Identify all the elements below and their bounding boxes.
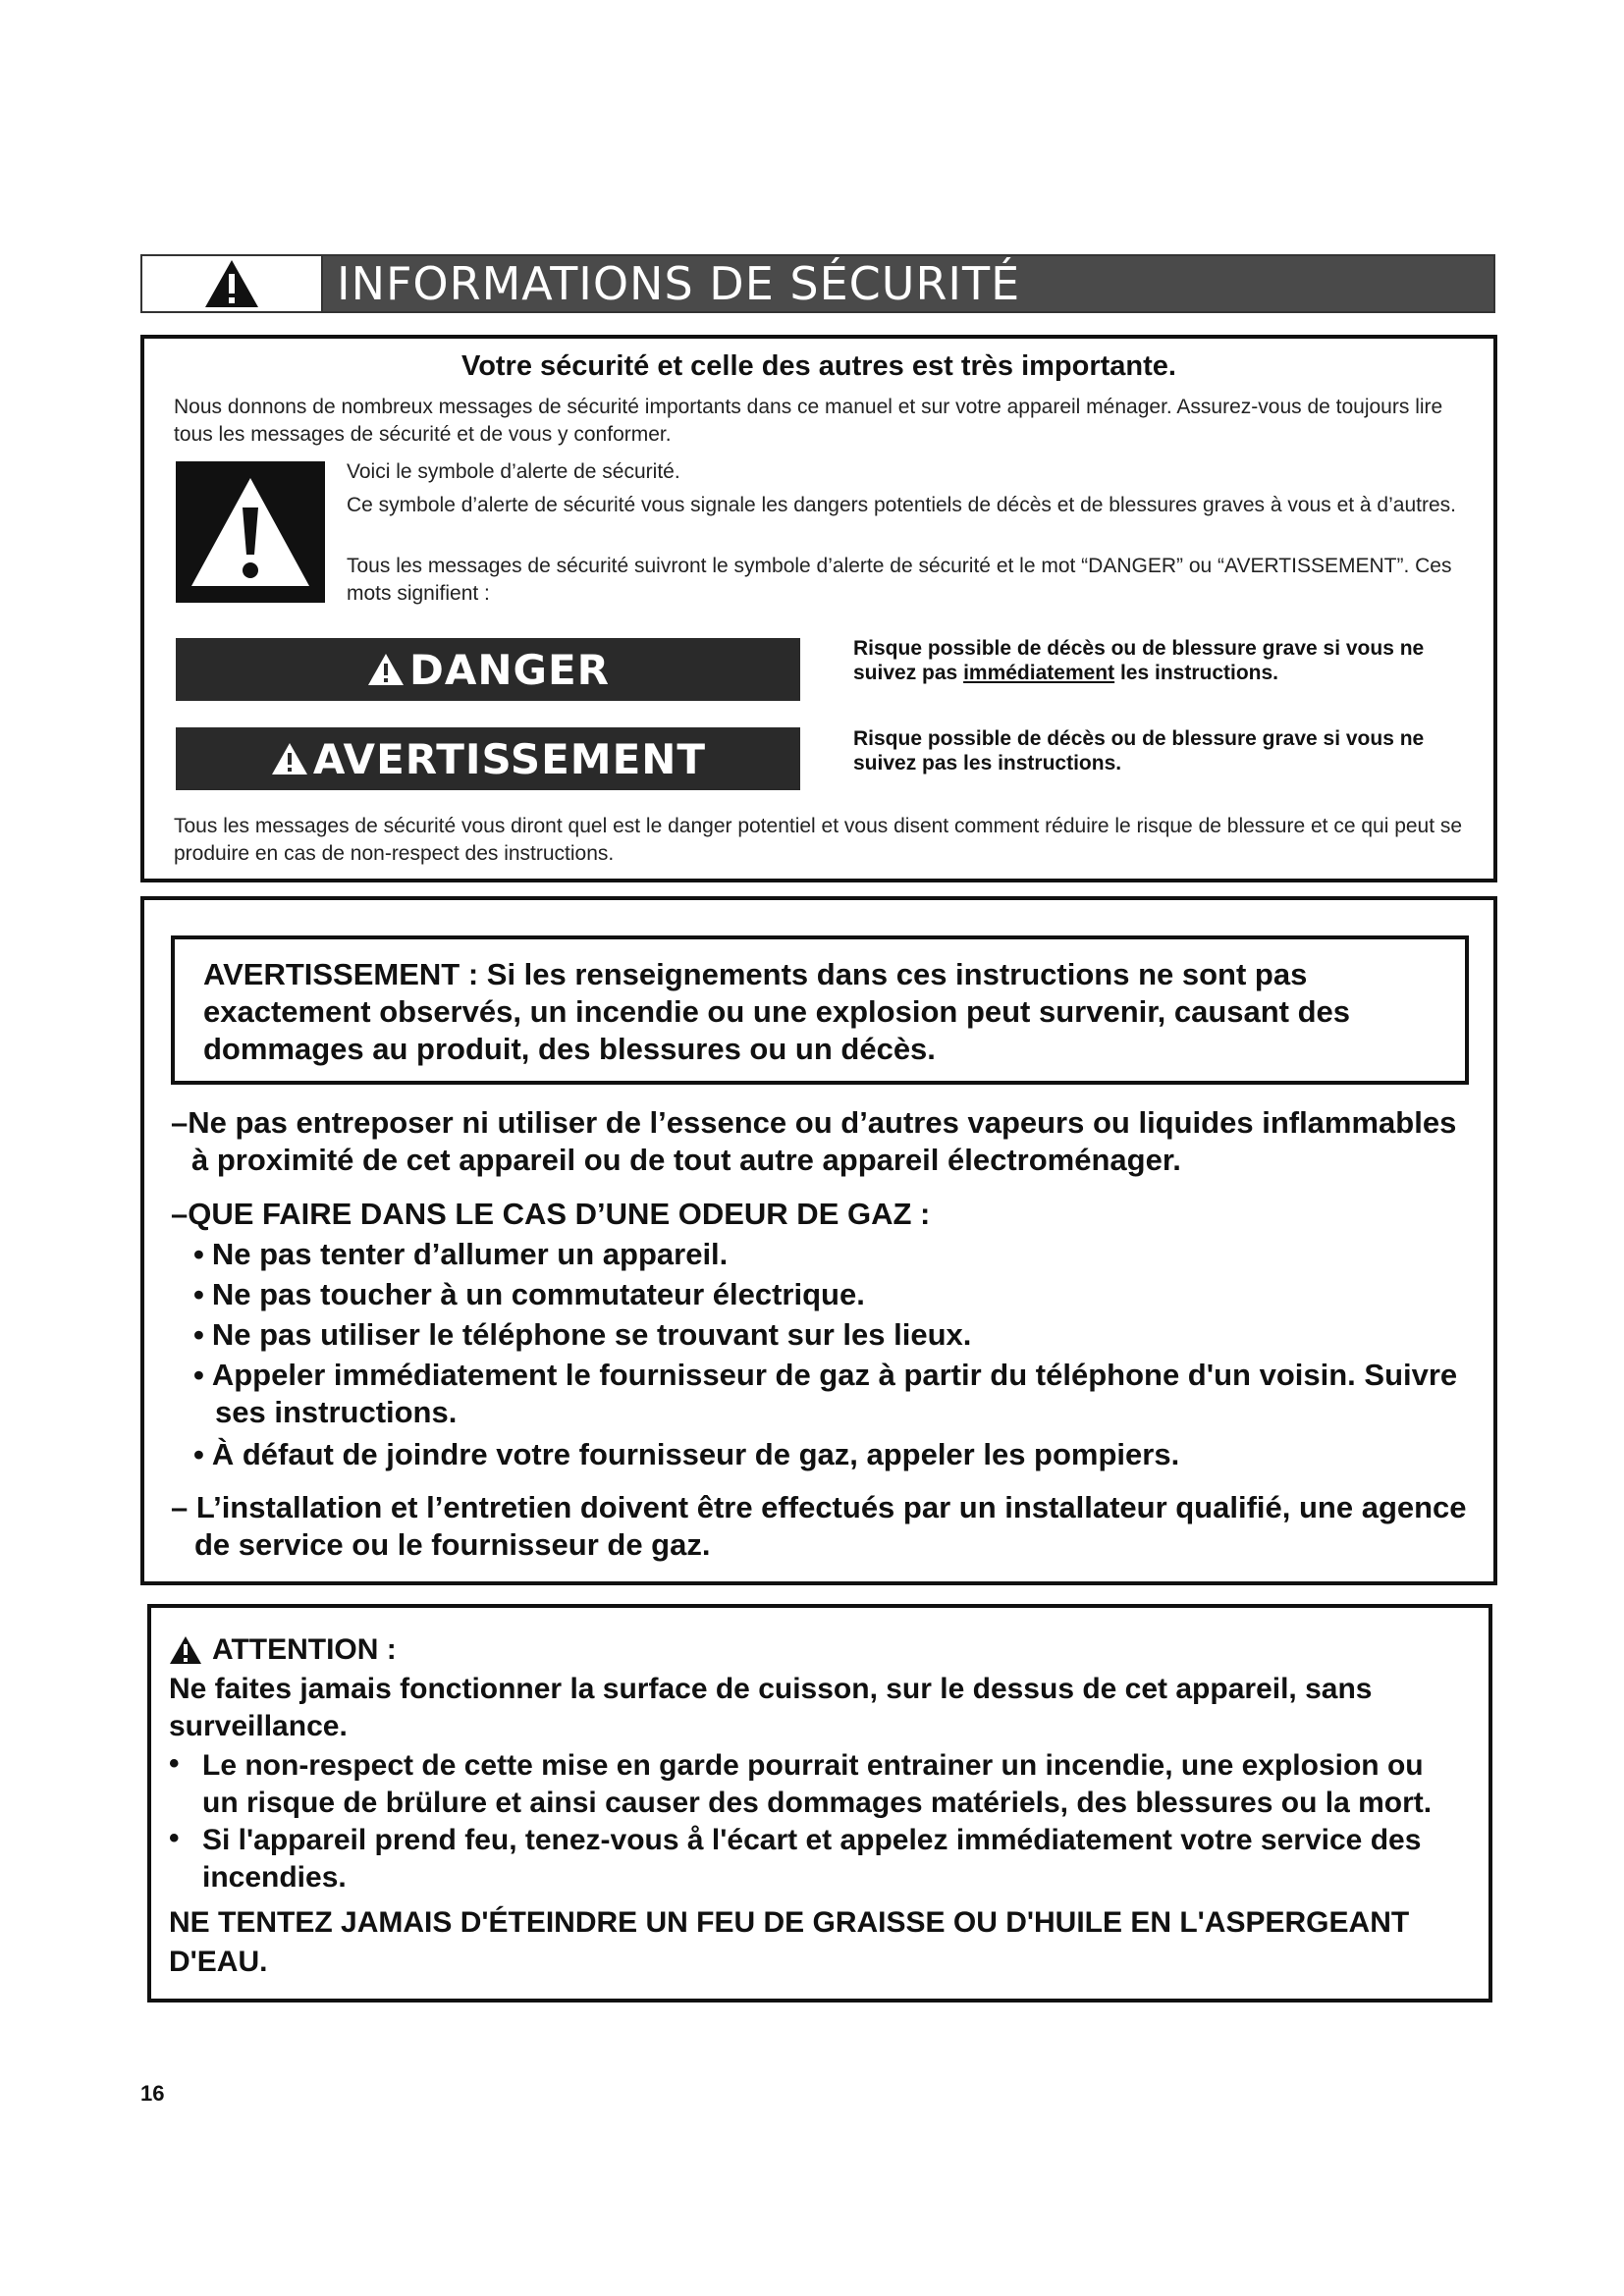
safety-outro-text: Tous les messages de sécurité vous diront quel est le danger potentiel et vous disent comment réduire le risque de blessure et ce qui peut se produire en cas de non-respect des instructions. xyxy=(174,815,1463,865)
attention-line-2: surveillance. xyxy=(169,1710,348,1742)
warning-triangle-icon xyxy=(169,1635,202,1665)
gas-bullet-3: • Ne pas utiliser le téléphone se trouvant sur les lieux. xyxy=(193,1316,971,1354)
symbol-intro: Voici le symbole d’alerte de sécurité. xyxy=(347,460,680,483)
header-icon-box xyxy=(142,256,323,311)
attention-label: ATTENTION : xyxy=(212,1633,397,1666)
page-title: INFORMATIONS DE SÉCURITÉ xyxy=(323,256,1493,311)
danger-desc-emphasis: immédiatement xyxy=(963,662,1115,684)
section-header xyxy=(140,254,1495,313)
danger-desc-part2: les instructions. xyxy=(1119,662,1279,684)
attention-heading xyxy=(169,1631,397,1669)
gas-bullet-1: • Ne pas tenter d’allumer un appareil. xyxy=(193,1236,728,1273)
attention-line-1: Ne faites jamais fonctionner la surface de cuisson, sur le dessus de cet appareil, sans xyxy=(169,1673,1373,1705)
warning-headline: AVERTISSEMENT : Si les renseignements dans ces instructions ne sont pas exactement observés, un incendie ou une explosion peut survenir, causant des dommages au produit, des blessures ou un décès. xyxy=(203,957,1351,1066)
gas-item-3-line-2: de service ou le fournisseur de gaz. xyxy=(194,1527,711,1562)
safety-intro-text: Nous donnons de nombreux messages de sécurité importants dans ce manuel et sur votre appareil ménager. Assurez-vous de toujours lire tous les messages de sécurité et de vous y conformer. xyxy=(174,396,1443,446)
attention-bullet-2-line-2: incendies. xyxy=(202,1861,347,1894)
bullet-marker: • xyxy=(169,1822,180,1854)
gas-item-1-line-2: à proximité de cet appareil ou de tout autre appareil électroménager. xyxy=(191,1143,1181,1177)
gas-bullet-5: • À défaut de joindre votre fournisseur de gaz, appeler les pompiers. xyxy=(193,1436,1179,1473)
warning-label: AVERTISSEMENT xyxy=(312,734,707,783)
danger-description xyxy=(853,636,1482,685)
attention-box xyxy=(147,1604,1492,2002)
gas-item-3-line-1: – L’installation et l’entretien doivent être effectués par un installateur qualifié, une agence xyxy=(171,1490,1467,1524)
symbol-meaning: Ce symbole d’alerte de sécurité vous signale les dangers potentiels de décès et de blessures graves à vous et à d’autres. xyxy=(347,494,1456,516)
safety-title: Votre sécurité et celle des autres est très importante. xyxy=(461,350,1176,382)
attention-bullet-1-line-2: un risque de brülure et ainsi causer des dommages matériels, des blessures ou la mort. xyxy=(202,1787,1433,1819)
warning-triangle-icon xyxy=(270,741,309,776)
safety-alert-icon xyxy=(186,472,315,592)
warning-triangle-icon xyxy=(203,258,260,309)
warning-signal-box xyxy=(176,727,800,790)
gas-bullet-2: • Ne pas toucher à un commutateur électrique. xyxy=(193,1276,865,1313)
gas-warning-box xyxy=(140,896,1497,1585)
gas-item-2-heading: –QUE FAIRE DANS LE CAS D’UNE ODEUR DE GAZ : xyxy=(171,1197,931,1231)
danger-label: DANGER xyxy=(408,645,611,694)
page-number: 16 xyxy=(140,2081,165,2106)
safety-alert-symbol xyxy=(176,461,325,603)
attention-final-line-2: D'EAU. xyxy=(169,1946,268,1978)
bullet-marker: • xyxy=(169,1747,180,1780)
danger-desc-part1: Risque possible de décès ou de blessure grave si vous ne suivez pas xyxy=(853,637,1425,684)
warning-description: Risque possible de décès ou de blessure grave si vous ne suivez pas les instructions. xyxy=(853,727,1425,774)
symbol-words: Tous les messages de sécurité suivront le symbole d’alerte de sécurité et le mot “DANGER” ou “AVERTISSEMENT”. Ces mots signifient : xyxy=(347,555,1452,605)
gas-bullet-4: • Appeler immédiatement le fournisseur de gaz à partir du téléphone d'un voisin. Suivre xyxy=(193,1357,1457,1394)
attention-final-line-1: NE TENTEZ JAMAIS D'ÉTEINDRE UN FEU DE GRAISSE OU D'HUILE EN L'ASPERGEANT xyxy=(169,1906,1410,1939)
gas-bullet-4-continued: ses instructions. xyxy=(215,1395,458,1429)
attention-bullet-1-line-1: Le non-respect de cette mise en garde pourrait entrainer un incendie, une explosion ou xyxy=(202,1749,1424,1782)
safety-info-box xyxy=(140,335,1497,882)
warning-headline-box xyxy=(171,935,1469,1085)
attention-bullet-2-line-1: Si l'appareil prend feu, tenez-vous å l'écart et appelez immédiatement votre service des xyxy=(202,1824,1422,1856)
gas-item-1-line-1: –Ne pas entreposer ni utiliser de l’essence ou d’autres vapeurs ou liquides inflammables xyxy=(171,1105,1457,1140)
danger-signal-box xyxy=(176,638,800,701)
warning-triangle-icon xyxy=(366,652,406,687)
